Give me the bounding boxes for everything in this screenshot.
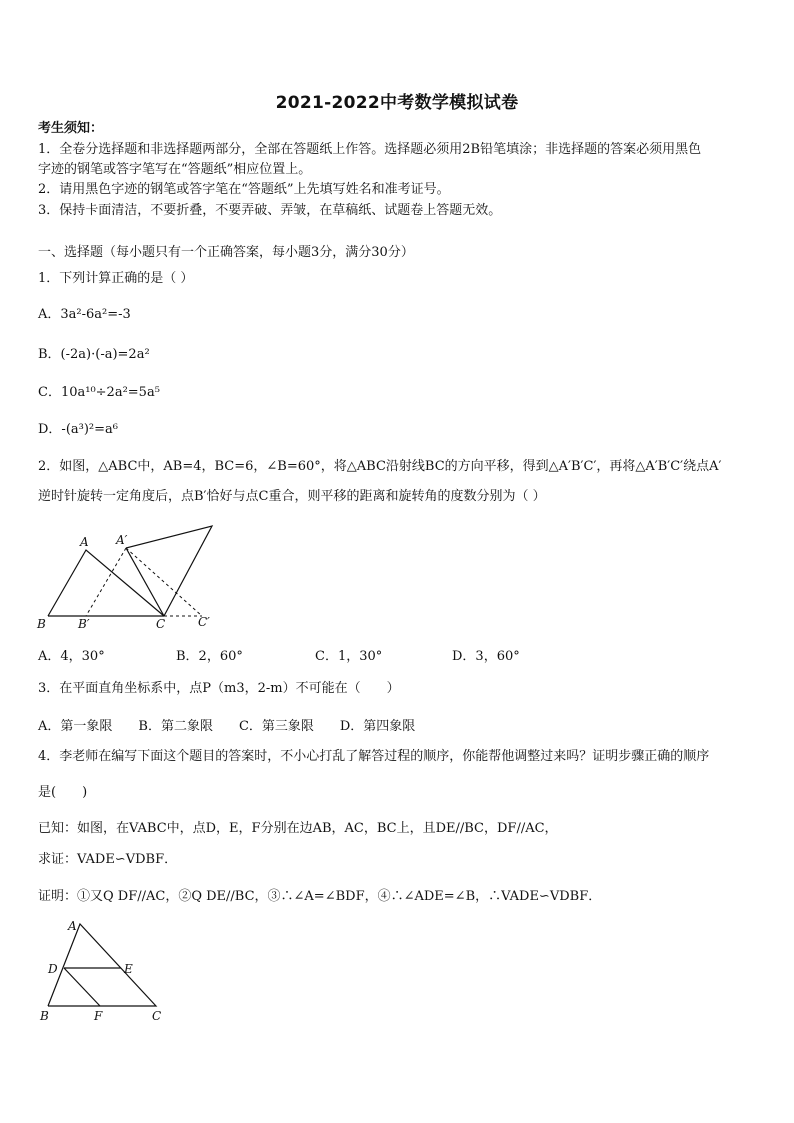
q2-option-a: A．4，30° <box>38 649 105 664</box>
triangle-abc <box>48 550 164 616</box>
label-f: F <box>94 1009 103 1023</box>
label-b: B <box>40 1009 49 1023</box>
q1-stem: 1．下列计算正确的是（ ） <box>38 271 194 286</box>
q2-figure <box>34 520 224 632</box>
notice-line: 字迹的钢笔或答字笔写在“答题纸”相应位置上。 <box>38 162 312 177</box>
q2-options <box>38 645 738 663</box>
q2-option-c: C．1，30° <box>315 649 383 664</box>
section-heading: 一、选择题（每小题只有一个正确答案，每小题3分，满分30分） <box>38 245 414 260</box>
label-c: C <box>152 1009 162 1023</box>
q1-option-d: D．-(a³)²=a⁶ <box>38 422 118 437</box>
q3-options: A．第一象限 B．第二象限 C．第三象限 D．第四象限 <box>38 719 416 734</box>
q1-option-c: C．10a¹⁰÷2a²=5a⁵ <box>38 385 160 400</box>
q1-option-b: B．(-2a)·(-a)=2a² <box>38 347 150 362</box>
label-a-prime: A′ <box>116 533 128 547</box>
label-e: E <box>124 962 133 976</box>
notice-line: 2．请用黑色字迹的钢笔或答字笔在“答题纸”上先填写姓名和准考证号。 <box>38 182 450 197</box>
q4-figure <box>36 916 176 1026</box>
label-c-prime: C′ <box>198 615 210 629</box>
label-b: B <box>37 617 46 631</box>
label-a: A <box>68 919 77 933</box>
line-df <box>64 968 100 1006</box>
notice-line: 1．全卷分选择题和非选择题两部分，全部在答题纸上作答。选择题必须用2B铅笔填涂；非选择题的答案必须用黑色 <box>38 142 702 157</box>
q2-option-d: D．3，60° <box>452 649 520 664</box>
q4-prove: 求证：VADE∽VDBF． <box>38 852 178 867</box>
dashed-a1c1 <box>126 548 202 616</box>
dashed-a1b1 <box>86 548 126 616</box>
triangle-abc <box>48 924 156 1006</box>
label-a: A <box>80 535 89 549</box>
q2-stem-line2: 逆时针旋转一定角度后，点B′恰好与点C重合，则平移的距离和旋转角的度数分别为（ ） <box>38 489 546 504</box>
q1-option-a: A．3a²-6a²=-3 <box>38 307 131 322</box>
q2-option-b: B．2，60° <box>176 649 243 664</box>
notice-line: 3．保持卡面清洁，不要折叠，不要弄破、弄皱，在草稿纸、试题卷上答题无效。 <box>38 203 502 218</box>
label-d: D <box>48 962 58 976</box>
q4-given: 已知：如图，在VABC中，点D，E，F分别在边AB，AC，BC上，且DE//BC，DF//AC， <box>38 821 558 836</box>
label-c: C <box>156 617 166 631</box>
label-b-prime: B′ <box>78 617 90 631</box>
q4-stem-line2: 是( ) <box>38 785 88 800</box>
q3-stem: 3．在平面直角坐标系中，点P（m3，2-m）不可能在（ ） <box>38 681 400 696</box>
notice-heading: 考生须知： <box>38 121 104 136</box>
q4-proof: 证明：①又Q DF//AC，②Q DE//BC，③∴∠A=∠BDF，④∴∠ADE=∠B，∴VADE∽VDBF． <box>38 889 602 904</box>
q2-stem-line1: 2．如图，△ABC中，AB=4，BC=6，∠B=60°，将△ABC沿射线BC的方向平移，得到△A′B′C′，再将△A′B′C′绕点A′ <box>38 459 722 474</box>
q4-stem-line1: 4．李老师在编写下面这个题目的答案时，不小心打乱了解答过程的顺序，你能帮他调整过来吗？证明步骤正确的顺序 <box>38 749 710 764</box>
line-a1c <box>126 548 164 616</box>
page-title: 2021-2022中考数学模拟试卷 <box>275 93 519 113</box>
